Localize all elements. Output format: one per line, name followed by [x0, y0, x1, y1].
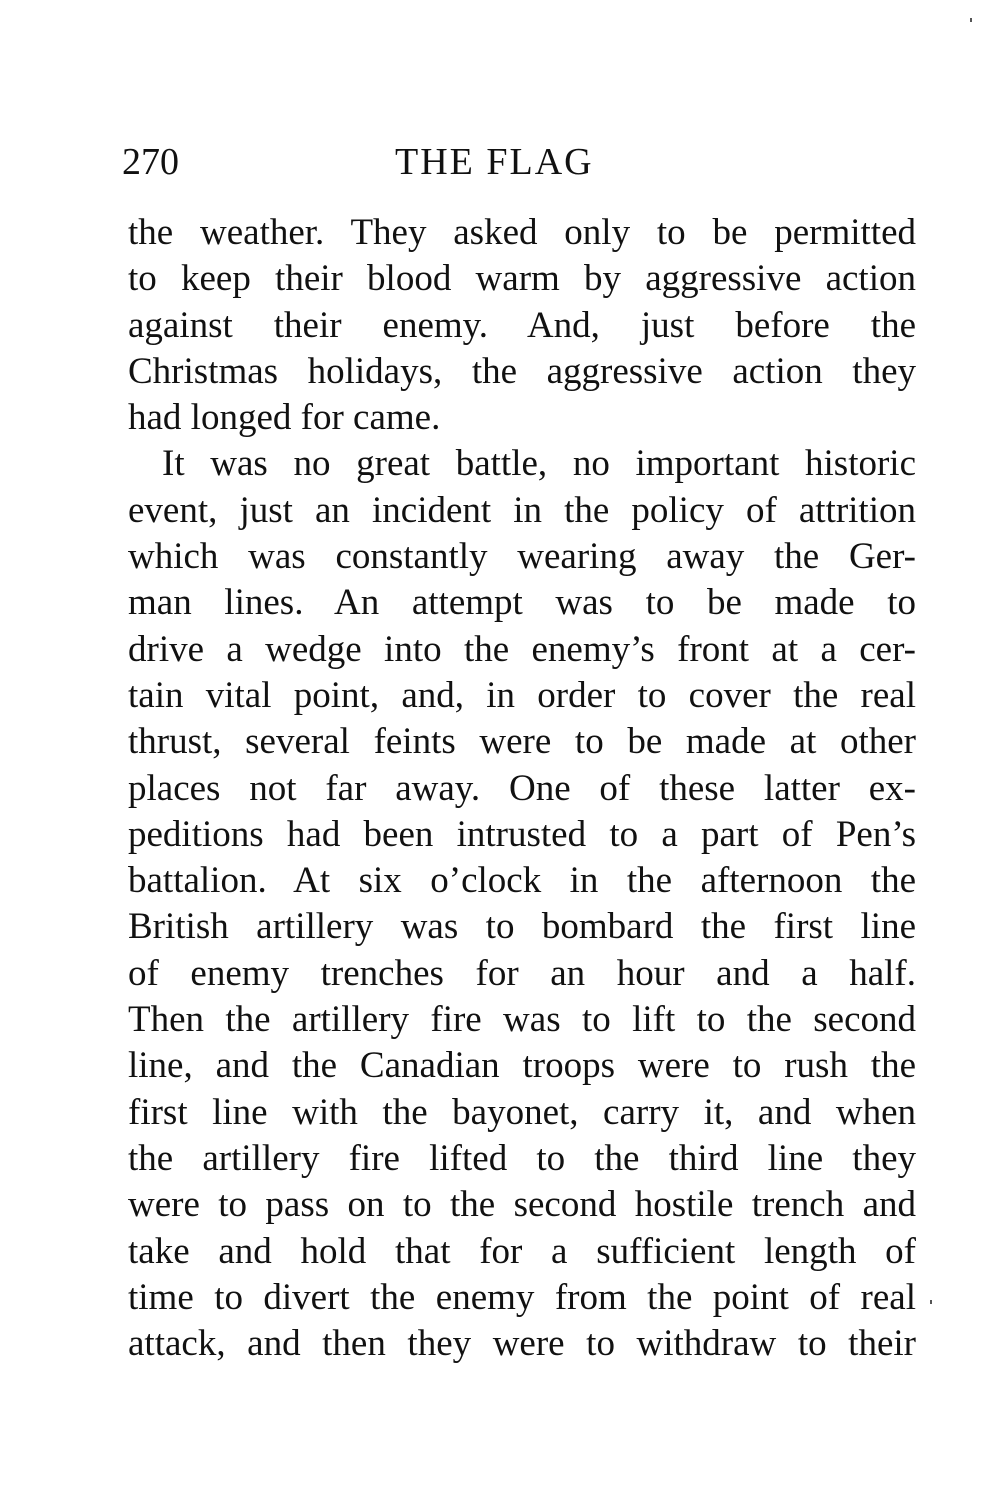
text-line: British artillery was to bombard the first line: [128, 906, 916, 948]
text-line: peditions had been intrusted to a part of Pen’s: [128, 813, 916, 855]
running-head: [122, 138, 917, 186]
text-line: against their enemy. And, just before the: [128, 304, 916, 346]
text-line: the weather. They asked only to be permitted: [128, 212, 916, 253]
running-title: THE FLAG: [395, 141, 594, 183]
text-line: first line with the bayonet, carry it, and when: [128, 1091, 916, 1133]
text-line: to keep their blood warm by aggressive action: [128, 258, 916, 300]
text-line: event, just an incident in the policy of attrition: [128, 489, 916, 531]
text-line: tain vital point, and, in order to cover the real: [128, 674, 916, 716]
scan-speck: [970, 18, 972, 22]
text-line: had longed for came.: [128, 397, 441, 439]
text-line: of enemy trenches for an hour and a half.: [128, 952, 916, 994]
text-line: drive a wedge into the enemy’s front at a cer-: [128, 628, 916, 670]
text-line: places not far away. One of these latter ex-: [128, 767, 916, 809]
text-line: It was no great battle, no important historic: [162, 443, 916, 485]
text-line: were to pass on to the second hostile trench and: [128, 1184, 916, 1226]
text-line: man lines. An attempt was to be made to: [128, 582, 916, 624]
text-line: time to divert the enemy from the point of real: [128, 1276, 916, 1318]
text-line: which was constantly wearing away the Ger-: [128, 536, 916, 578]
text-line: line, and the Canadian troops were to rush the: [128, 1045, 916, 1087]
body-text: [128, 210, 916, 1367]
text-line: attack, and then they were to withdraw to their: [128, 1323, 916, 1365]
text-line: Then the artillery fire was to lift to the second: [128, 999, 916, 1041]
text-line: the artillery fire lifted to the third line they: [128, 1137, 916, 1179]
text-line: thrust, several feints were to be made at other: [128, 721, 916, 763]
text-line: battalion. At six o’clock in the afternoon the: [128, 860, 916, 902]
scan-speck: [930, 1300, 932, 1304]
paragraph-1: [128, 210, 916, 441]
page-number: 270: [122, 141, 179, 183]
text-line: take and hold that for a sufficient length of: [128, 1230, 916, 1272]
paragraph-2: [128, 441, 916, 1367]
text-line: Christmas holidays, the aggressive action they: [128, 350, 916, 392]
